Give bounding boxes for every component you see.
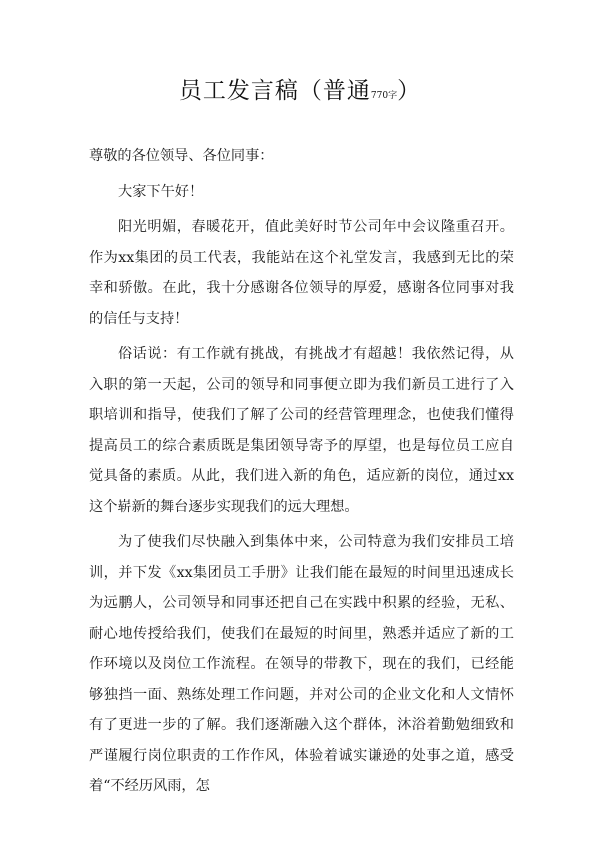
document-title <box>0 72 600 105</box>
paragraph-3: 为了使我们尽快融入到集体中来，公司特意为我们安排员工培训，并下发《xx集团员工手册》让我们能在最短的时间里迅速成长为远鹏人，公司领导和同事还把自己在实践中积累的经验，无私、耐心地传授给我们，使我们在最短的时间里，熟悉并适应了新的工作环境以及岗位工作流程。在领导的带教下，现在的我们，已经能够独挡一面、熟练处理工作问题，并对公司的企业文化和人文情怀有了更进一步的了解。我们逐渐融入这个群体，沐浴着勤勉细致和严谨履行岗位职责的工作作风，体验着诚实谦逊的处事之道，感受着“不经历风雨，怎 <box>89 534 514 794</box>
paragraph-2: 俗话说：有工作就有挑战，有挑战才有超越！我依然记得，从入职的第一天起，公司的领导和同事便立即为我们新员工进行了入职培训和指导，使我们了解了公司的经营管理理念，也使我们懂得提高员工的综合素质既是集团领导寄予的厚望，也是每位员工应自觉具备的素质。从此，我们进入新的角色，适应新的岗位，通过xx这个崭新的舞台逐步实现我们的远大理想。 <box>89 346 514 515</box>
title-main: 员工发言稿（普通 <box>178 78 371 104</box>
paragraph-1: 阳光明媚，春暖花开，值此美好时节公司年中会议隆重召开。作为xx集团的员工代表，我能站在这个礼堂发言，我感到无比的荣幸和骄傲。在此，我十分感谢各位领导的厚爱，感谢各位同事对我的信任与支持！ <box>89 219 514 327</box>
document-body <box>89 141 514 807</box>
salutation: 尊敬的各位领导、各位同事： <box>89 148 274 164</box>
greeting: 大家下午好！ <box>118 183 204 200</box>
title-close-paren: ） <box>397 78 422 104</box>
title-word-count: 770字 <box>370 91 398 101</box>
